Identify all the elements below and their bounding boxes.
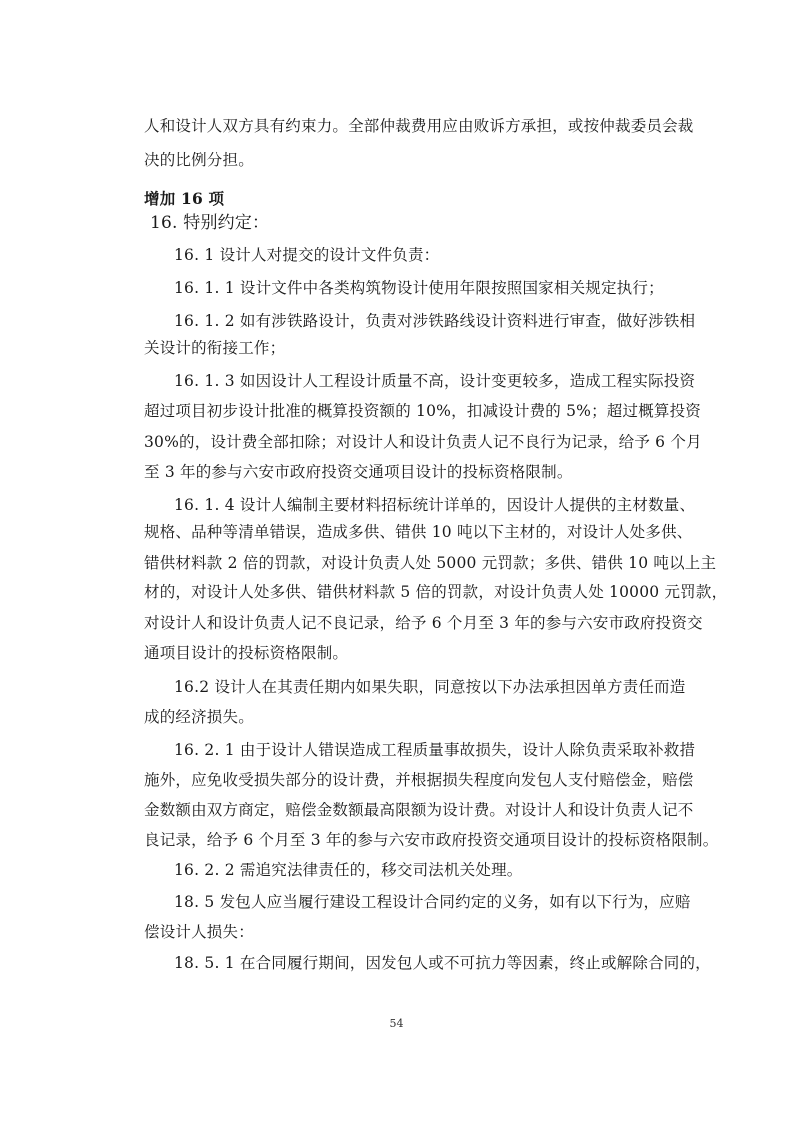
text-line: 18. 5. 1 在合同履行期间，因发包人或不可抗力等因素，终止或解除合同的，: [174, 954, 711, 972]
text-line: 良记录，给予 6 个月至 3 年的参与六安市政府投资交通项目设计的投标资格限制。: [144, 831, 719, 849]
text-line: 施外，应免收受损失部分的设计费，并根据损失程度向发包人支付赔偿金，赔偿: [144, 771, 694, 789]
text-line: 规格、品种等清单错误，造成多供、错供 10 吨以下主材的，对设计人处多供、: [144, 523, 693, 541]
text-line: 至 3 年的参与六安市政府投资交通项目设计的投标资格限制。: [144, 463, 573, 481]
section-title: 16. 特别约定：: [150, 213, 270, 233]
text-line: 错供材料款 2 倍的罚款，对设计负责人处 5000 元罚款；多供、错供 10 吨以上主: [144, 554, 717, 572]
text-line: 16.2 设计人在其责任期内如果失职，同意按以下办法承担因单方责任而造: [174, 678, 686, 696]
page-number: 54: [389, 1017, 404, 1030]
text-line: 16. 1. 2 如有涉铁路设计，负责对涉铁路线设计资料进行审查，做好涉铁相: [174, 312, 696, 330]
text-line: 超过项目初步设计批准的概算投资额的 10%，扣减设计费的 5%；超过概算投资: [144, 402, 701, 420]
text-line: 16. 2. 1 由于设计人错误造成工程质量事故损失，设计人除负责采取补救措: [174, 741, 696, 759]
text-line: 对设计人和设计负责人记不良记录，给予 6 个月至 3 年的参与六安市政府投资交: [144, 614, 703, 632]
text-line: 决的比例分担。: [144, 151, 254, 169]
text-line: 材的，对设计人处多供、错供材料款 5 倍的罚款，对设计负责人处 10000 元罚款，: [144, 583, 728, 601]
text-line: 16. 1 设计人对提交的设计文件负责：: [174, 246, 440, 264]
text-line: 人和设计人双方具有约束力。全部仲裁费用应由败诉方承担，或按仲裁委员会裁: [144, 117, 694, 135]
text-line: 18. 5 发包人应当履行建设工程设计合同约定的义务，如有以下行为，应赔: [174, 893, 691, 911]
text-line: 金数额由双方商定，赔偿金数额最高限额为设计费。对设计人和设计负责人记不: [144, 801, 694, 819]
text-line: 偿设计人损失：: [144, 923, 254, 941]
section-heading: 增加 16 项: [144, 189, 225, 208]
text-line: 16. 1. 3 如因设计人工程设计质量不高，设计变更较多，造成工程实际投资: [174, 372, 696, 390]
text-line: 16. 1. 4 设计人编制主要材料招标统计详单的，因设计人提供的主材数量、: [174, 496, 696, 514]
text-line: 16. 2. 2 需追究法律责任的，移交司法机关处理。: [174, 861, 523, 879]
text-line: 16. 1. 1 设计文件中各类构筑物设计使用年限按照国家相关规定执行；: [174, 279, 664, 297]
text-line: 30%的，设计费全部扣除；对设计人和设计负责人记不良行为记录，给予 6 个月: [144, 433, 702, 451]
text-line: 关设计的衔接工作；: [144, 339, 286, 357]
text-line: 通项目设计的投标资格限制。: [144, 644, 349, 662]
text-line: 成的经济损失。: [144, 708, 254, 726]
